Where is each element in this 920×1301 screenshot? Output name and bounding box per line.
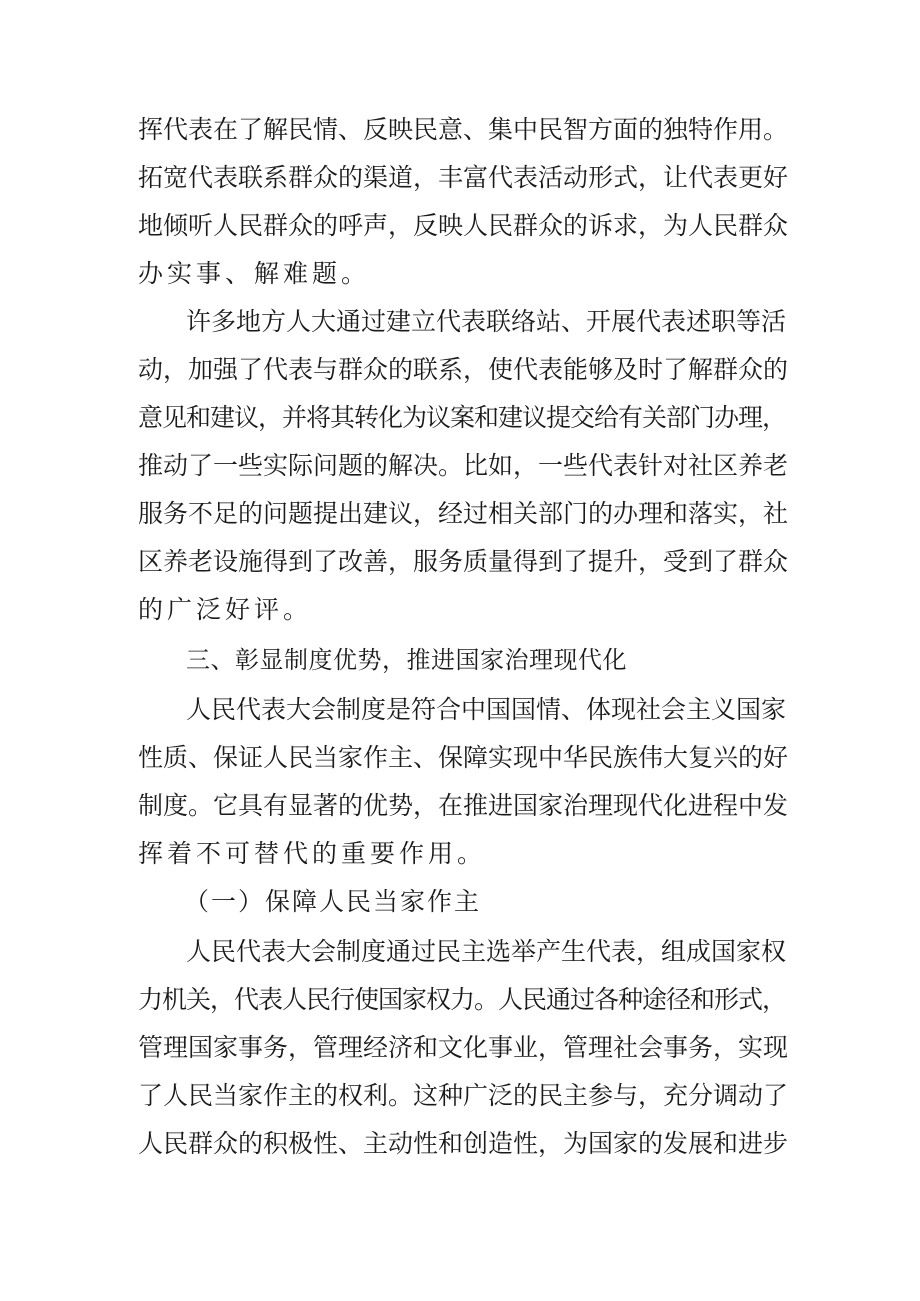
text-line: 许多地方人大通过建立代表联络站、开展代表述职等活 xyxy=(186,307,787,336)
text-line: 性质、保证人民当家作主、保障实现中华民族伟大复兴的好 xyxy=(138,743,789,772)
subsection-heading: （一）保障人民当家作主 xyxy=(184,887,482,916)
text-line: 挥着不可替代的重要作用。 xyxy=(138,839,487,868)
text-line: 人民代表大会制度通过民主选举产生代表，组成国家权 xyxy=(186,937,787,966)
text-line: 办实事、解难题。 xyxy=(138,259,371,288)
text-line: 的广泛好评。 xyxy=(138,595,313,624)
text-line: 服务不足的问题提出建议，经过相关部门的办理和落实，社 xyxy=(138,499,789,528)
text-line: 挥代表在了解民情、反映民意、集中民智方面的独特作用。 xyxy=(138,115,789,144)
section-heading: 三、彰显制度优势，推进国家治理现代化 xyxy=(186,646,627,674)
text-line: 拓宽代表联系群众的渠道，丰富代表活动形式，让代表更好 xyxy=(138,163,789,192)
text-line: 人民代表大会制度是符合中国国情、体现社会主义国家 xyxy=(186,695,787,724)
text-line: 地倾听人民群众的呼声，反映人民群众的诉求，为人民群众 xyxy=(138,211,789,240)
text-line: 力机关，代表人民行使国家权力。人民通过各种途径和形式， xyxy=(138,985,787,1014)
text-line: 制度。它具有显著的优势，在推进国家治理现代化进程中发 xyxy=(138,791,789,820)
text-line: 管理国家事务，管理经济和文化事业，管理社会事务，实现 xyxy=(138,1033,789,1062)
text-line: 人民群众的积极性、主动性和创造性，为国家的发展和进步 xyxy=(138,1129,789,1158)
text-line: 了人民当家作主的权利。这种广泛的民主参与，充分调动了 xyxy=(138,1081,789,1110)
text-line: 区养老设施得到了改善，服务质量得到了提升，受到了群众 xyxy=(138,547,789,576)
text-line: 动，加强了代表与群众的联系，使代表能够及时了解群众的 xyxy=(138,355,789,384)
text-line: 意见和建议，并将其转化为议案和建议提交给有关部门办理， xyxy=(138,403,787,432)
text-line: 推动了一些实际问题的解决。比如，一些代表针对社区养老 xyxy=(138,451,789,480)
